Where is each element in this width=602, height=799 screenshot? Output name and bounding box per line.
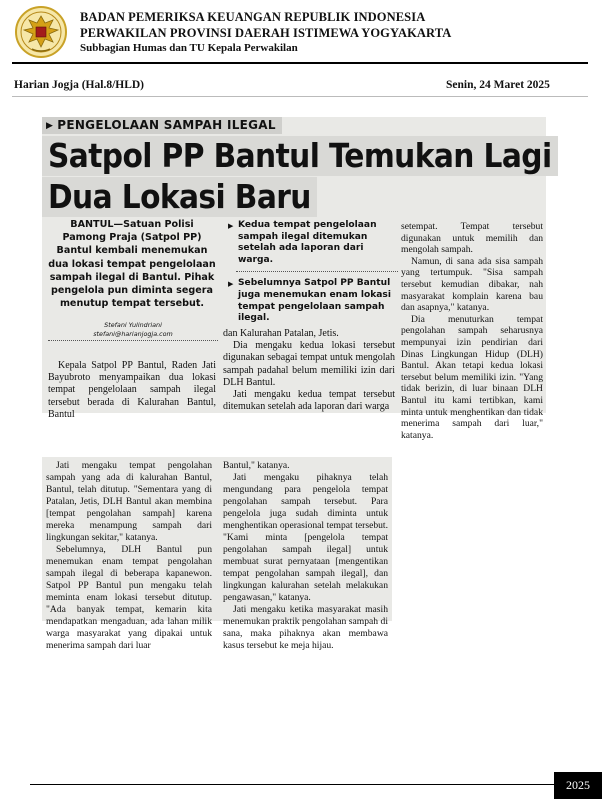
paragraph: setempat. Tempat tersebut digunakan untuk memilih dan mengolah sampah. <box>401 221 543 256</box>
highlight-item <box>226 220 398 266</box>
triangle-bullet-icon: ▶ <box>228 222 234 230</box>
highlight-text: Sebelumnya Satpol PP Bantul juga menemukan enam lokasi tempat pengelolaan sampah ilegal. <box>238 278 391 324</box>
article-kicker <box>42 117 282 134</box>
paragraph: Sebelumnya, DLH Bantul pun menemukan enam tempat pengolahan sampah ilegal di beberapa kapanewon. Satpol PP Bantul pun mengaku telah meminta enam lokasi tersebut ditutup. "Ada banyak tempat, kemarin kita mendapatkan mengaduan, ada lahan milik warga masyarakat yang dipakai untuk menerima sampah dari luar <box>46 544 212 651</box>
article-column-3 <box>401 221 543 441</box>
article-byline <box>48 321 218 339</box>
letterhead-line2: PERWAKILAN PROVINSI DAERAH ISTIMEWA YOGYAKARTA <box>80 26 452 40</box>
publication-source: Harian Jogja (Hal.8/HLD) <box>14 79 145 91</box>
byline-name: Stefani Yulindriani <box>104 321 162 329</box>
article-lead: BANTUL—Satuan Polisi Pamong Praja (Satpol PP) Bantul kembali menemukan dua lokasi tempat pengelolaan sampah ilegal di Bantul. Pihak pengelola pun diminta segera menutup tempat tersebut. <box>48 219 216 310</box>
paragraph: Dia mengaku kedua lokasi tersebut digunakan sebagai tempat untuk mengolah sampah padahal belum memiliki izin dari DLH Bantul. <box>223 340 395 388</box>
letterhead-org <box>80 9 451 56</box>
highlight-item <box>226 278 398 324</box>
highlight-divider <box>236 271 398 272</box>
paragraph: Jati mengaku kedua tempat tersebut ditemukan setelah ada laporan dari warga <box>223 389 395 413</box>
paragraph: Jati mengaku tempat pengolahan sampah yang ada di kalurahan Bantul, Bantul, telah ditutup. "Sementara yang di Patalan, Jetis, DLH Bantul akan membina [tempat pengolahan sampah] karena mereka menampung sampah dari lingkungan sekitar," katanya. <box>46 460 212 543</box>
triangle-bullet-icon: ▶ <box>46 121 54 131</box>
headline-line1: Satpol PP Bantul Temukan Lagi <box>42 136 558 176</box>
byline-email: stefani@harianjogja.com <box>93 330 173 338</box>
paragraph: Kepala Satpol PP Bantul, Raden Jati Bayubroto menyampaikan dua lokasi tempat pengelolaan sampah ilegal tersebut berada di Kalurahan Bantul, Bantul <box>48 360 216 420</box>
paragraph: Namun, di sana ada sisa sampah yang tertumpuk. "Sisa sampah tersebut kemudian dibakar, nah masyarakat komplain karena bau dan asapnya," katanya. <box>401 255 543 314</box>
source-rule <box>12 96 588 97</box>
kicker-text: PENGELOLAAN SAMPAH ILEGAL <box>57 118 276 132</box>
letterhead-line1: BADAN PEMERIKSA KEUANGAN REPUBLIK INDONESIA <box>80 10 426 24</box>
garuda-emblem-icon <box>14 5 68 59</box>
footer-rule <box>30 784 570 785</box>
triangle-bullet-icon: ▶ <box>228 280 234 289</box>
headline-line2: Dua Lokasi Baru <box>42 177 317 217</box>
article-column-4 <box>46 460 212 652</box>
letterhead-rule <box>12 62 588 64</box>
publication-date: Senin, 24 Maret 2025 <box>446 79 550 91</box>
article-column-1 <box>48 360 216 421</box>
footer-year: 2025 <box>554 772 602 799</box>
article-column-2 <box>223 328 395 413</box>
letterhead-line3: Subbagian Humas dan TU Kepala Perwakilan <box>80 42 298 54</box>
article-column-5 <box>223 460 388 652</box>
paragraph: Dia menuturkan tempat pengolahan sampah seharusnya mempunyai izin pendirian dari Dinas Lingkungan Hidup (DLH) Bantul. Akan tetapi kedua lokasi tersebut belum memiliki izin. "Yang tidak berizin, di luar binaan DLH Bantul itu kami tertibkan, kami minta untuk menghentikan dan tidak menerima sampah dari luar," katanya. <box>401 313 543 441</box>
highlight-text: Kedua tempat pengelolaan sampah ilegal ditemukan setelah ada laporan dari warga. <box>238 220 377 265</box>
lead-divider <box>48 340 218 341</box>
paragraph: dan Kalurahan Patalan, Jetis. <box>223 328 339 339</box>
paragraph: Jati mengaku ketika masyarakat masih menemukan praktik pengolahan sampah di sana, maka pihaknya akan membawa kasus tersebut ke meja hijau. <box>223 604 388 651</box>
paragraph: Bantul," katanya. <box>223 460 290 471</box>
paragraph: Jati mengaku pihaknya telah mengundang para pengelola tempat pengolahan sampah tersebut. Para pengelola juga sudah diminta untuk menghentikan operasional tempat tersebut. "Kami minta [pengelola tempat pengolahan sampah ilegal] untuk membuat surat pernyataan [mengentikan tempat pengolahan sampah ilegal], dan lingkungan kalurahan setelah melakukan pengawasan," katanya. <box>223 472 388 603</box>
highlights-box <box>226 220 398 333</box>
